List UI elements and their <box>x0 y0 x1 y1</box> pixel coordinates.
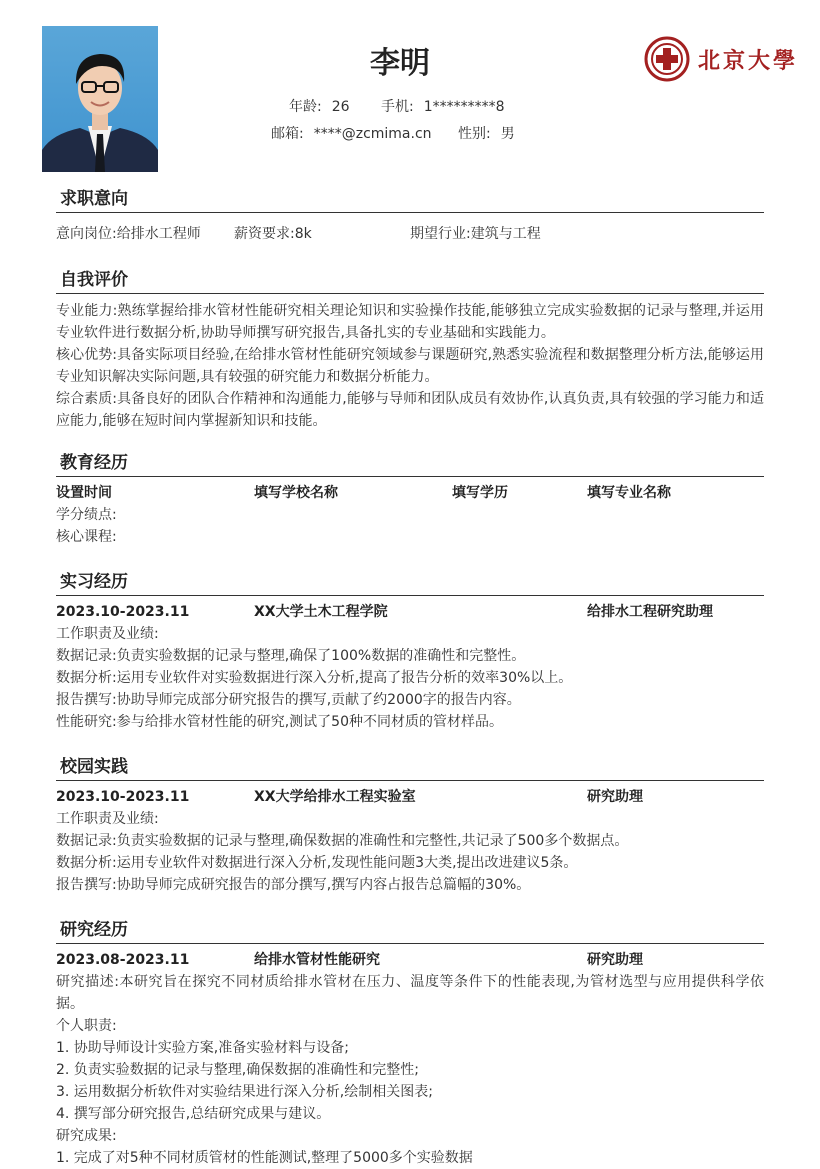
research-line: 2. 负责实验数据的记录与整理,确保数据的准确性和完整性; <box>56 1062 419 1078</box>
university-logo <box>644 36 798 82</box>
email-value: ****@zcmima.cn <box>313 126 432 142</box>
campus-line: 工作职责及业绩: <box>56 811 159 827</box>
internship-time: 2023.10-2023.11 <box>56 604 190 620</box>
campus-line: 数据记录:负责实验数据的记录与整理,确保数据的准确性和完整性,共记录了500多个数据点。 <box>56 833 629 849</box>
gender-label: 性别: <box>458 126 491 142</box>
section-title: 教育经历 <box>56 450 764 477</box>
age-value: 26 <box>331 99 350 115</box>
age-label: 年龄: <box>289 99 322 115</box>
education-section <box>56 450 764 548</box>
internship-line: 数据分析:运用专业软件对实验数据进行深入分析,提高了报告分析的效率30%以上。 <box>56 670 573 686</box>
section-title: 研究经历 <box>56 917 764 944</box>
gender-info <box>458 123 515 143</box>
education-major: 填写专业名称 <box>587 485 671 501</box>
research-line: 3. 运用数据分析软件对实验结果进行深入分析,绘制相关图表; <box>56 1084 433 1100</box>
phone-value: 1*********8 <box>423 99 505 115</box>
education-row <box>56 482 764 504</box>
intent-row <box>56 223 764 245</box>
campus-org: XX大学给排水工程实验室 <box>254 789 416 805</box>
education-degree: 填写学历 <box>452 485 508 501</box>
campus-line: 报告撰写:协助导师完成研究报告的部分撰写,撰写内容占报告总篇幅的30%。 <box>56 877 531 893</box>
research-line: 研究成果: <box>56 1128 117 1144</box>
research-line: 1. 完成了对5种不同材质管材的性能测试,整理了5000多个实验数据 <box>56 1150 473 1166</box>
campus-row <box>56 786 764 808</box>
self-eval-paragraph: 综合素质:具备良好的团队合作精神和沟通能力,能够与导师和团队成员有效协作,认真负责,具有较强的学习能力和适应能力,能够在短时间内掌握新知识和技能。 <box>56 391 764 429</box>
campus-practice-section <box>56 754 764 896</box>
section-title: 自我评价 <box>56 267 764 294</box>
self-eval-paragraph: 核心优势:具备实际项目经验,在给排水管材性能研究领域参与课题研究,熟悉实验流程和数据整理分析方法,能够运用专业知识解决实际问题,具有较强的研究能力和数据分析能力。 <box>56 347 764 385</box>
email-label: 邮箱: <box>271 126 304 142</box>
intent-salary: 薪资要求:8k <box>234 226 312 242</box>
research-role: 研究助理 <box>587 952 643 968</box>
job-intent-section <box>56 186 764 245</box>
internship-row <box>56 601 764 623</box>
phone-info <box>381 96 505 116</box>
education-gpa: 学分绩点: <box>56 507 117 523</box>
intent-position: 意向岗位:给排水工程师 <box>56 226 201 242</box>
gender-value: 男 <box>500 126 515 142</box>
research-section <box>56 917 764 1169</box>
section-title: 实习经历 <box>56 569 764 596</box>
internship-line: 工作职责及业绩: <box>56 626 159 642</box>
email-info <box>271 123 432 143</box>
campus-time: 2023.10-2023.11 <box>56 789 190 805</box>
self-evaluation-section <box>56 267 764 432</box>
internship-line: 数据记录:负责实验数据的记录与整理,确保了100%数据的准确性和完整性。 <box>56 648 526 664</box>
research-line: 1. 协助导师设计实验方案,准备实验材料与设备; <box>56 1040 349 1056</box>
education-courses: 核心课程: <box>56 529 117 545</box>
research-project: 给排水管材性能研究 <box>254 952 380 968</box>
education-time: 设置时间 <box>56 485 112 501</box>
candidate-name: 李明 <box>370 46 430 81</box>
age-info <box>289 96 350 116</box>
research-line: 个人职责: <box>56 1018 117 1034</box>
internship-org: XX大学土木工程学院 <box>254 604 388 620</box>
internship-role: 给排水工程研究助理 <box>587 604 713 620</box>
research-row <box>56 949 764 971</box>
section-title: 校园实践 <box>56 754 764 781</box>
phone-label: 手机: <box>381 99 414 115</box>
internship-line: 报告撰写:协助导师完成部分研究报告的撰写,贡献了约2000字的报告内容。 <box>56 692 521 708</box>
research-description: 研究描述:本研究旨在探究不同材质给排水管材在压力、温度等条件下的性能表现,为管材选型与应用提供科学依据。 <box>56 974 764 1012</box>
section-title: 求职意向 <box>56 186 764 213</box>
education-school: 填写学校名称 <box>254 485 338 501</box>
research-time: 2023.08-2023.11 <box>56 952 190 968</box>
logo-text: 北京大學 <box>698 47 799 74</box>
campus-role: 研究助理 <box>587 789 643 805</box>
internship-section <box>56 569 764 733</box>
university-seal-icon <box>644 36 690 82</box>
self-eval-paragraph: 专业能力:熟练掌握给排水管材性能研究相关理论知识和实验操作技能,能够独立完成实验数据的记录与整理,并运用专业软件进行数据分析,协助导师撰写研究报告,具备扎实的专业基础和实践能力。 <box>56 303 764 341</box>
intent-industry: 期望行业:建筑与工程 <box>410 226 541 242</box>
campus-line: 数据分析:运用专业软件对数据进行深入分析,发现性能问题3大类,提出改进建议5条。 <box>56 855 578 871</box>
internship-line: 性能研究:参与给排水管材性能的研究,测试了50种不同材质的管材样品。 <box>56 714 503 730</box>
research-line: 4. 撰写部分研究报告,总结研究成果与建议。 <box>56 1106 331 1122</box>
